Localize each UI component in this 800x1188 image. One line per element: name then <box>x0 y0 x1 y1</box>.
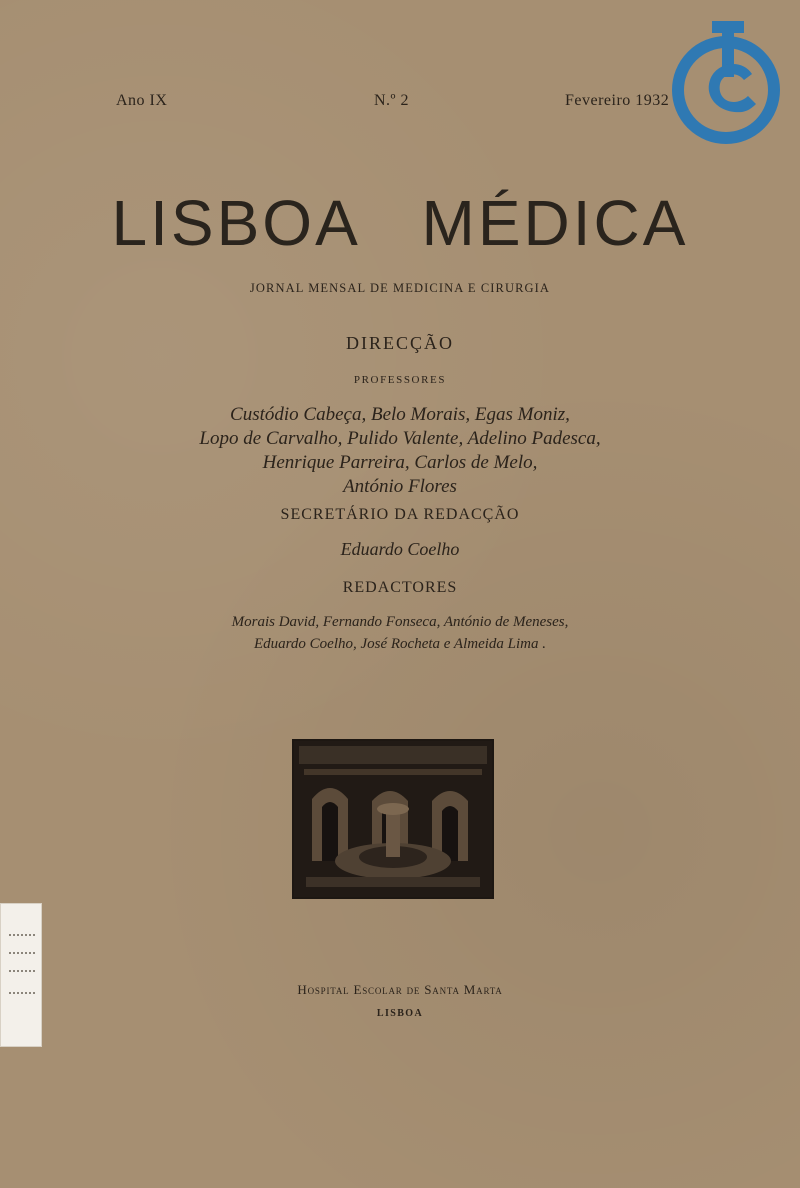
secretary-name: Eduardo Coelho <box>340 539 460 559</box>
label-dot-line-2 <box>9 952 35 956</box>
editors-line-2: Eduardo Coelho, José Rocheta e Almeida Lima . <box>253 636 547 652</box>
issue-number: N.º 2 <box>374 92 410 109</box>
cloister-woodcut-svg <box>294 741 492 897</box>
library-stamp-icon <box>670 18 788 144</box>
label-dot-line-3 <box>9 970 35 974</box>
professors-line-1: Custódio Cabeça, Belo Morais, Egas Moniz, <box>230 404 570 425</box>
editors-heading: REDACTORES <box>342 579 458 596</box>
editors-list <box>0 611 800 655</box>
professors-label: PROFESSORES <box>353 374 447 386</box>
hospital-name: Hospital Escolar de Santa Marta <box>297 982 503 997</box>
library-stamp-svg <box>670 18 788 144</box>
journal-title-right: MÉDICA <box>421 187 689 259</box>
journal-subtitle: JORNAL MENSAL DE MEDICINA E CIRURGIA <box>249 281 551 295</box>
professors-line-3: Henrique Parreira, Carlos de Melo, <box>262 452 538 473</box>
library-label <box>0 903 42 1047</box>
journal-title <box>0 186 800 260</box>
city-name: LISBOA <box>376 1008 424 1019</box>
issue-year: Ano IX <box>116 92 168 109</box>
editors-line-1: Morais David, Fernando Fonseca, António de Meneses, <box>231 614 569 630</box>
journal-title-left: LISBOA <box>111 187 361 259</box>
cloister-woodcut-image <box>292 739 494 899</box>
label-dot-line-1 <box>9 934 35 938</box>
secretary-heading: SECRETÁRIO DA REDACÇÃO <box>280 506 520 523</box>
professors-line-4: António Flores <box>343 476 457 497</box>
label-dot-line-4 <box>9 992 35 996</box>
professors-line-2: Lopo de Carvalho, Pulido Valente, Adelino Padesca, <box>199 428 601 449</box>
direction-heading: DIRECÇÃO <box>345 333 454 353</box>
professors-list <box>0 403 800 499</box>
issue-date: Fevereiro 1932 <box>565 92 670 109</box>
